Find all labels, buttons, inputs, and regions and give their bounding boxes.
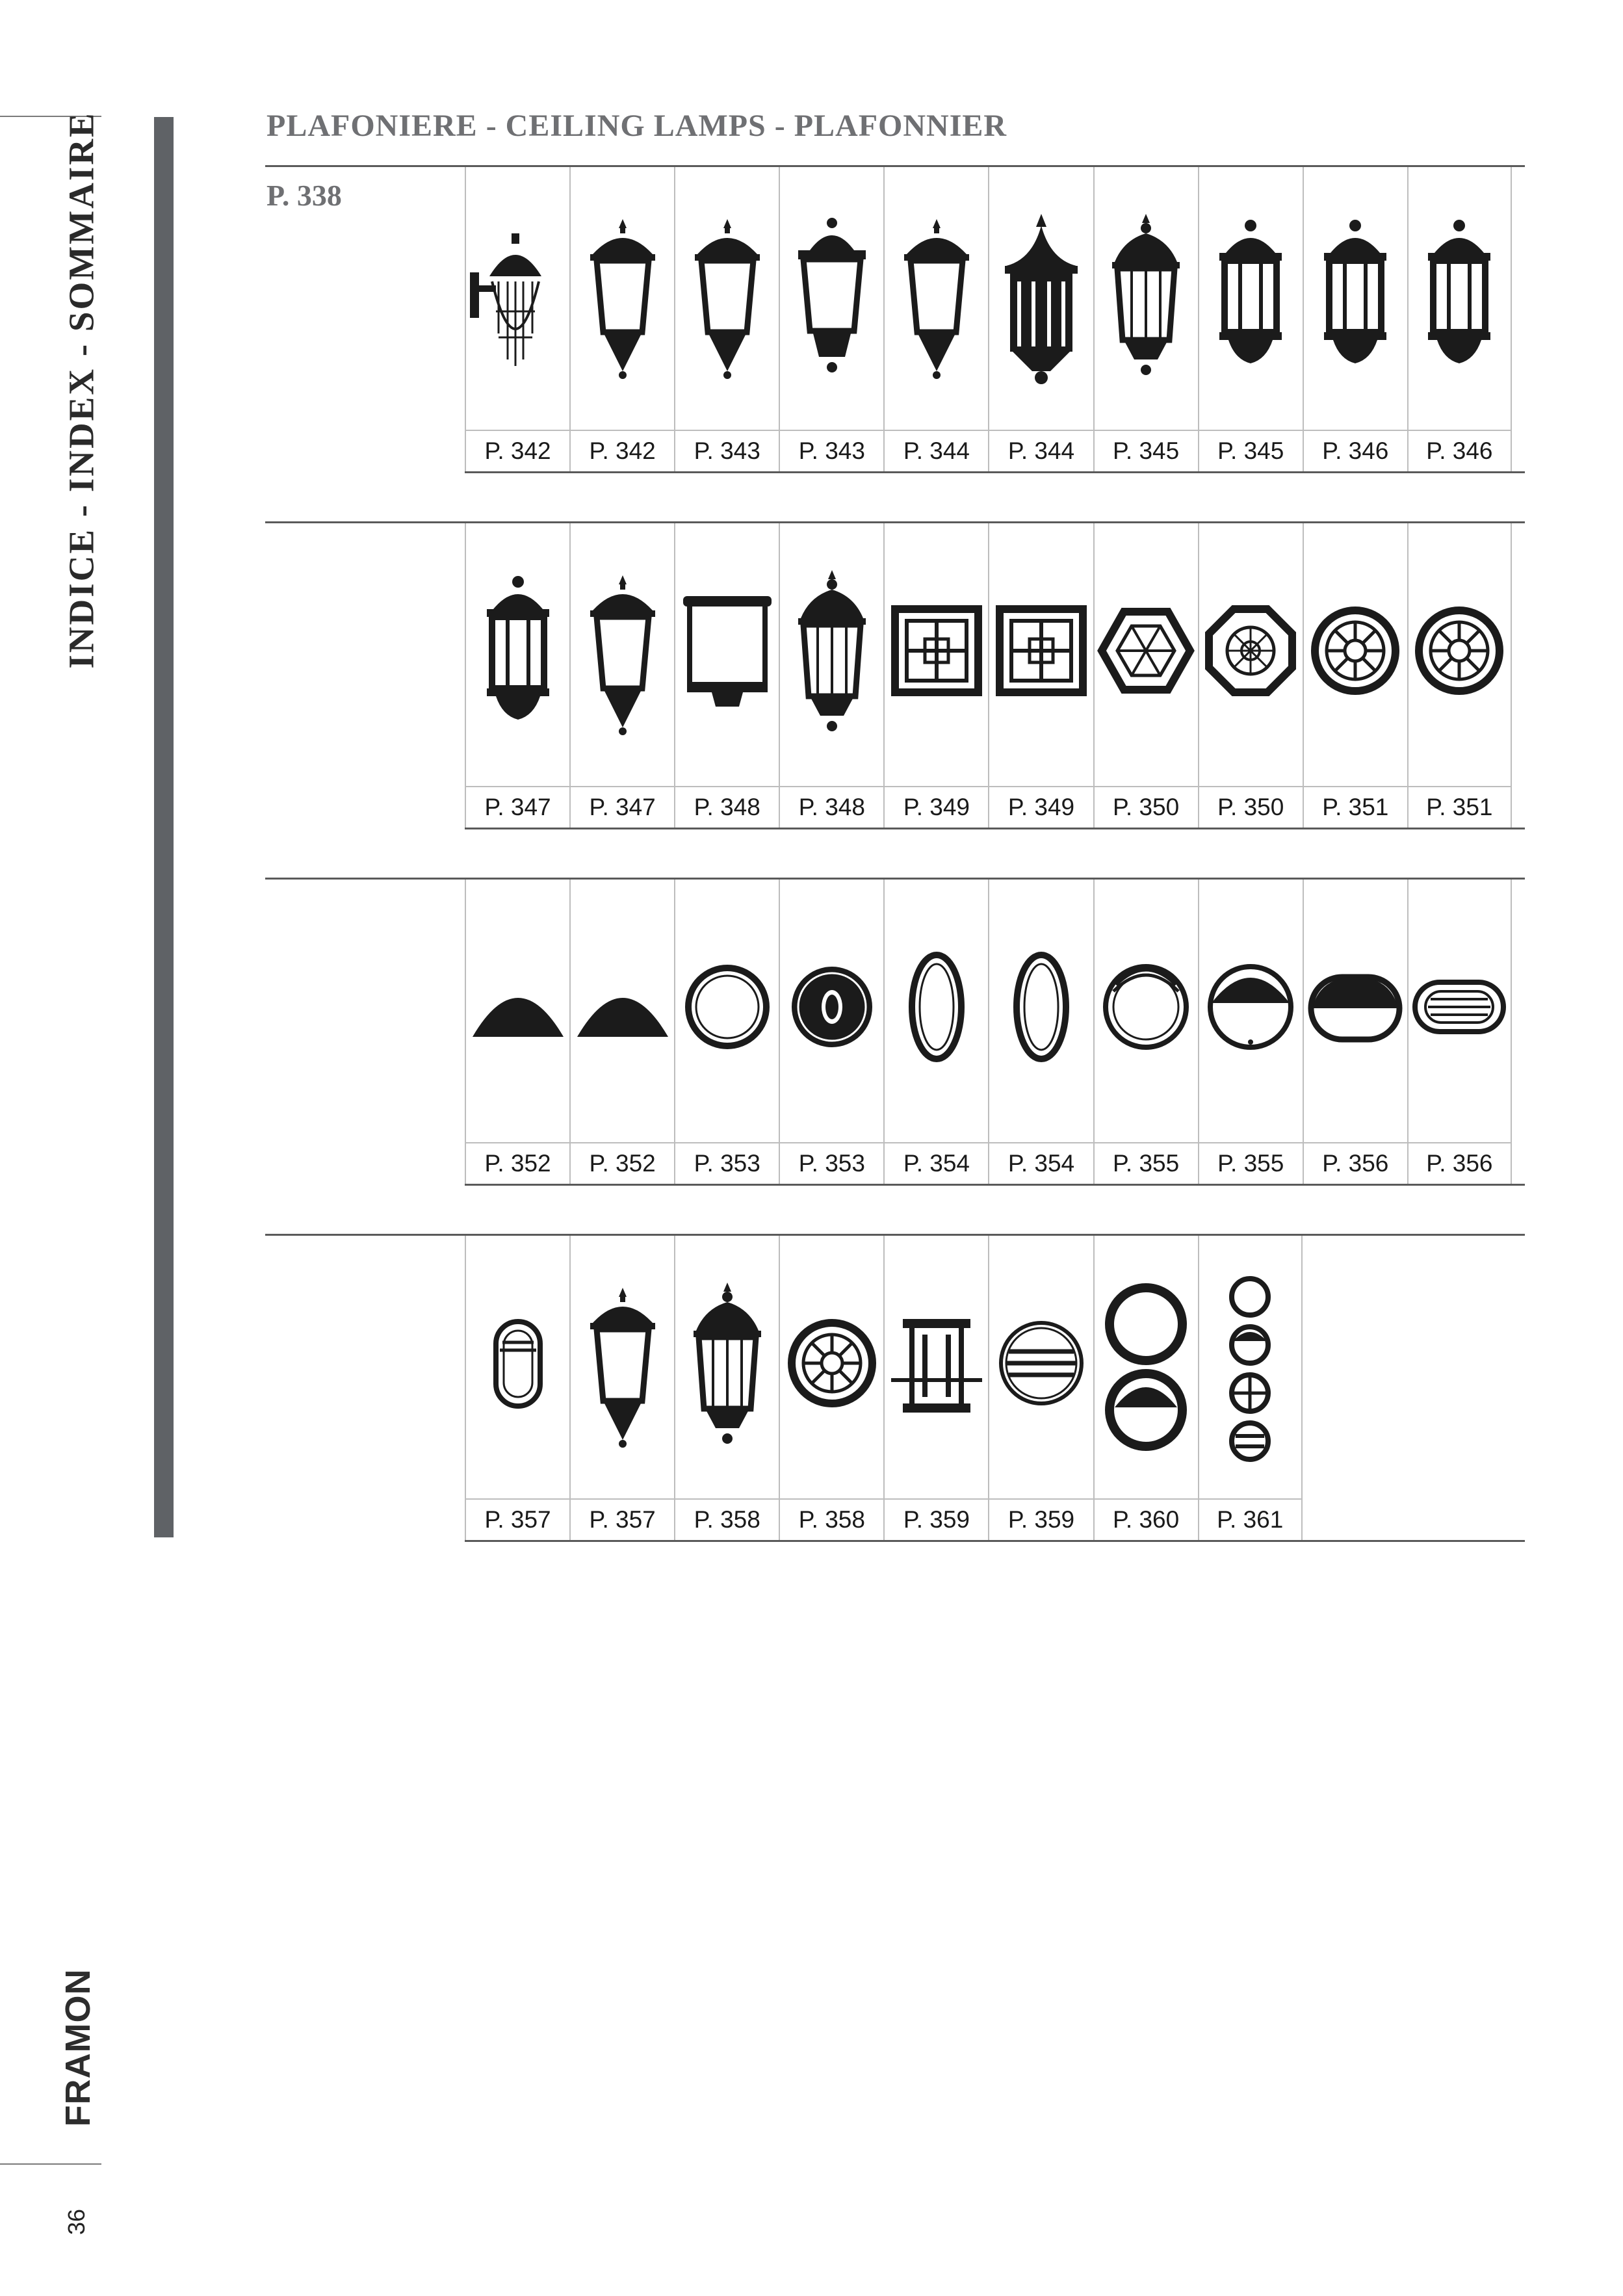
half-lantern-icon: [1199, 167, 1303, 431]
round-oval-lamp-icon: [780, 880, 883, 1143]
product-cell[interactable]: [1093, 1236, 1198, 1540]
product-page-ref[interactable]: P. 348: [694, 794, 760, 820]
product-cell[interactable]: [1198, 523, 1303, 828]
brand-logo: FRAMON: [58, 1968, 97, 2127]
product-page-ref[interactable]: P. 355: [1113, 1150, 1180, 1177]
section-indicator-bar: [154, 117, 174, 1537]
product-cell[interactable]: [883, 1236, 988, 1540]
product-cell[interactable]: [674, 523, 779, 828]
page-title: PLAFONIERE - CEILING LAMPS - PLAFONNIER: [266, 109, 1007, 143]
product-cell[interactable]: [779, 1236, 883, 1540]
product-cell[interactable]: [569, 1236, 674, 1540]
product-cell[interactable]: [465, 167, 569, 471]
product-grid: [465, 523, 1525, 829]
round-grill-lamp-icon: [1095, 880, 1198, 1143]
round-wheel-lamp-icon: [1409, 523, 1511, 787]
product-page-ref[interactable]: P. 354: [903, 1150, 970, 1177]
product-page-ref[interactable]: P. 357: [484, 1506, 551, 1533]
lantern-icon: [571, 1236, 674, 1500]
product-cell[interactable]: [883, 523, 988, 828]
round-pair-lamp-icon: [1095, 1236, 1198, 1500]
product-page-ref[interactable]: P. 352: [589, 1150, 656, 1177]
product-page-ref[interactable]: P. 345: [1217, 437, 1284, 464]
product-cell[interactable]: [1093, 523, 1198, 828]
box-lamp-icon: [675, 523, 779, 787]
square-grid-lamp-icon: [989, 523, 1093, 787]
product-cell[interactable]: [674, 167, 779, 471]
round-ring-lamp-icon: [675, 880, 779, 1143]
lantern-icon: [885, 167, 988, 431]
page-number: 36: [63, 2208, 90, 2236]
product-page-ref[interactable]: P. 343: [798, 437, 865, 464]
product-cell[interactable]: [1198, 1236, 1303, 1540]
lantern-ornate-icon: [780, 523, 883, 787]
cage-lamp-icon: [885, 1236, 988, 1500]
oval-eyelid-lamp-icon: [1304, 880, 1407, 1143]
capsule-lamp-icon: [466, 1236, 569, 1500]
half-dome-lamp-icon: [571, 880, 674, 1143]
product-cell[interactable]: [674, 880, 779, 1184]
half-dome-lamp-icon: [466, 880, 569, 1143]
oval-ring-lamp-icon: [989, 880, 1093, 1143]
product-grid: [465, 1236, 1525, 1542]
round-louver-lamp-icon: [989, 1236, 1093, 1500]
product-cell[interactable]: [1198, 167, 1303, 471]
product-cell[interactable]: [569, 523, 674, 828]
octagon-lamp-icon: [1199, 523, 1303, 787]
product-page-ref[interactable]: P. 344: [903, 437, 970, 464]
product-cell[interactable]: [883, 167, 988, 471]
product-page-ref[interactable]: P. 359: [1007, 1506, 1075, 1533]
product-cell[interactable]: [465, 1236, 569, 1540]
half-lantern-icon: [1304, 167, 1407, 431]
oval-grill-lamp-icon: [1409, 880, 1511, 1143]
lantern-ornate-icon: [675, 1236, 779, 1500]
product-cell[interactable]: [1303, 523, 1407, 828]
round-stack-lamp-icon: [1199, 1236, 1301, 1500]
product-page-ref[interactable]: P. 361: [1217, 1506, 1284, 1533]
product-cell[interactable]: [465, 523, 569, 828]
left-margin-rule-bottom: [0, 2163, 101, 2165]
round-eyelid-lamp-icon: [1199, 880, 1303, 1143]
empty-cell: [1407, 1236, 1512, 1540]
product-cell[interactable]: [1303, 167, 1407, 471]
product-cell[interactable]: [988, 523, 1093, 828]
lantern-ornate-icon: [1095, 167, 1198, 431]
product-page-ref[interactable]: P. 351: [1426, 794, 1493, 820]
product-cell[interactable]: [779, 880, 883, 1184]
product-page-ref[interactable]: P. 358: [798, 1506, 865, 1533]
product-page-ref[interactable]: P. 345: [1113, 437, 1180, 464]
product-cell[interactable]: [465, 880, 569, 1184]
product-cell[interactable]: [1303, 880, 1407, 1184]
lantern-icon: [571, 523, 674, 787]
product-cell[interactable]: [988, 167, 1093, 471]
product-page-ref[interactable]: P. 360: [1113, 1506, 1180, 1533]
product-grid: [465, 167, 1525, 473]
product-cell[interactable]: [988, 1236, 1093, 1540]
product-cell[interactable]: [674, 1236, 779, 1540]
product-page-ref[interactable]: P. 358: [694, 1506, 760, 1533]
lantern-icon: [571, 167, 674, 431]
product-page-ref[interactable]: P. 357: [589, 1506, 656, 1533]
product-page-ref[interactable]: P. 342: [589, 437, 656, 464]
product-page-ref[interactable]: P. 347: [589, 794, 656, 820]
index-section: [265, 165, 1525, 482]
product-cell[interactable]: [1407, 880, 1512, 1184]
product-page-ref[interactable]: P. 350: [1217, 794, 1284, 820]
product-cell[interactable]: [569, 167, 674, 471]
square-grid-lamp-icon: [885, 523, 988, 787]
product-page-ref[interactable]: P. 356: [1426, 1150, 1493, 1177]
product-page-ref[interactable]: P. 346: [1322, 437, 1389, 464]
side-title: INDICE - INDEX - SOMMAIRE: [61, 111, 101, 669]
product-cell[interactable]: [1407, 523, 1512, 828]
lantern-tall-icon: [989, 167, 1093, 431]
product-page-ref[interactable]: P. 352: [484, 1150, 551, 1177]
product-cell[interactable]: [569, 880, 674, 1184]
product-page-ref[interactable]: P. 346: [1426, 437, 1493, 464]
product-page-ref[interactable]: P. 355: [1217, 1150, 1284, 1177]
index-section: [265, 878, 1525, 1195]
product-page-ref[interactable]: P. 348: [798, 794, 865, 820]
product-page-ref[interactable]: P. 342: [484, 437, 551, 464]
product-page-ref[interactable]: P. 349: [903, 794, 970, 820]
hexagon-lamp-icon: [1095, 523, 1198, 787]
product-cell[interactable]: [1198, 880, 1303, 1184]
product-cell[interactable]: [1407, 167, 1512, 471]
lantern-icon: [675, 167, 779, 431]
product-page-ref[interactable]: P. 350: [1113, 794, 1180, 820]
product-grid: [465, 880, 1525, 1186]
product-cell[interactable]: [988, 880, 1093, 1184]
product-page-ref[interactable]: P. 353: [798, 1150, 865, 1177]
wall-lantern-bracket-icon: [466, 167, 569, 431]
product-cell[interactable]: [1093, 167, 1198, 471]
empty-cell: [1303, 1236, 1407, 1540]
index-section: [265, 1234, 1525, 1551]
product-cell[interactable]: [883, 880, 988, 1184]
oval-ring-lamp-icon: [885, 880, 988, 1143]
product-cell[interactable]: [779, 167, 883, 471]
round-wheel-lamp-icon: [780, 1236, 883, 1500]
lantern-crown-icon: [780, 167, 883, 431]
product-page-ref[interactable]: P. 343: [694, 437, 760, 464]
half-lantern-icon: [1409, 167, 1511, 431]
product-page-ref[interactable]: P. 353: [694, 1150, 760, 1177]
product-cell[interactable]: [779, 523, 883, 828]
product-page-ref[interactable]: P. 347: [484, 794, 551, 820]
half-lantern-icon: [466, 523, 569, 787]
index-section: [265, 521, 1525, 839]
round-wheel-lamp-icon: [1304, 523, 1407, 787]
product-page-ref[interactable]: P. 351: [1322, 794, 1389, 820]
product-page-ref[interactable]: P. 356: [1322, 1150, 1389, 1177]
product-page-ref[interactable]: P. 349: [1007, 794, 1075, 820]
product-page-ref[interactable]: P. 344: [1007, 437, 1075, 464]
product-page-ref[interactable]: P. 359: [903, 1506, 970, 1533]
section-page-ref[interactable]: P. 338: [266, 179, 342, 212]
product-cell[interactable]: [1093, 880, 1198, 1184]
product-page-ref[interactable]: P. 354: [1007, 1150, 1075, 1177]
